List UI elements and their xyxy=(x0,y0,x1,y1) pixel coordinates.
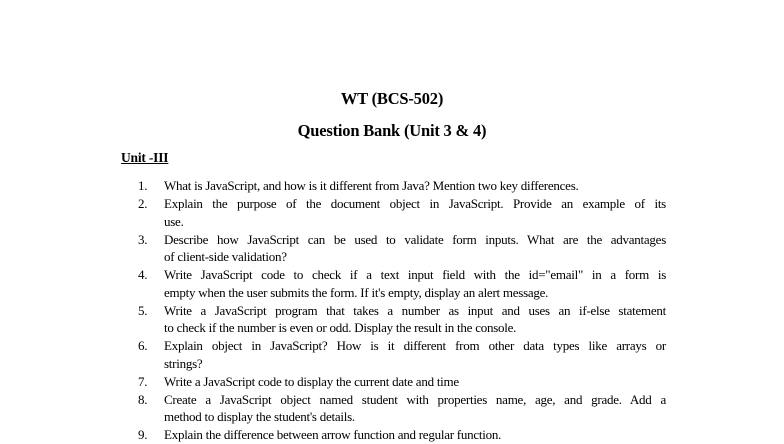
question-number: 8. xyxy=(138,391,148,407)
document-subtitle: Question Bank (Unit 3 & 4) xyxy=(297,121,487,140)
question-number: 7. xyxy=(138,373,148,389)
question-text: to check if the number is even or odd. Display the result in the console. xyxy=(164,320,517,335)
question-number: 9. xyxy=(138,427,148,442)
question-text: Write a JavaScript program that takes a number as input and uses an if-else statement xyxy=(164,302,666,318)
question-text: method to display the student's details. xyxy=(164,409,355,424)
question-text: What is JavaScript, and how is it different from Java? Mention two key differences. xyxy=(164,178,579,193)
question-text: Explain the difference between arrow function and regular function. xyxy=(164,427,502,442)
question-text: use. xyxy=(164,213,184,229)
question-number: 4. xyxy=(138,267,148,282)
question-number: 2. xyxy=(138,196,148,211)
question-number: 3. xyxy=(138,231,148,247)
question-text: Explain the purpose of the document object in JavaScript. Provide an example of its xyxy=(164,196,666,211)
question-text: strings? xyxy=(164,355,203,371)
question-number: 5. xyxy=(138,302,148,318)
document-title: WT (BCS-502) xyxy=(340,89,444,108)
question-text: of client-side validation? xyxy=(164,249,287,264)
question-text: Write JavaScript code to check if a text input field with the id="email" in a form is xyxy=(164,267,666,282)
question-text: Write a JavaScript code to display the current date and time xyxy=(164,373,459,389)
question-text: Describe how JavaScript can be used to validate form inputs. What are the advantages xyxy=(164,231,666,247)
unit-heading: Unit -III xyxy=(121,150,169,165)
question-number: 1. xyxy=(138,178,148,193)
question-text: Explain object in JavaScript? How is it different from other data types like arrays or xyxy=(164,338,666,353)
question-text: empty when the user submits the form. If it's empty, display an alert message. xyxy=(164,284,549,300)
question-text: Create a JavaScript object named student with properties name, age, and grade. Add a xyxy=(164,391,666,407)
question-number: 6. xyxy=(138,338,148,353)
